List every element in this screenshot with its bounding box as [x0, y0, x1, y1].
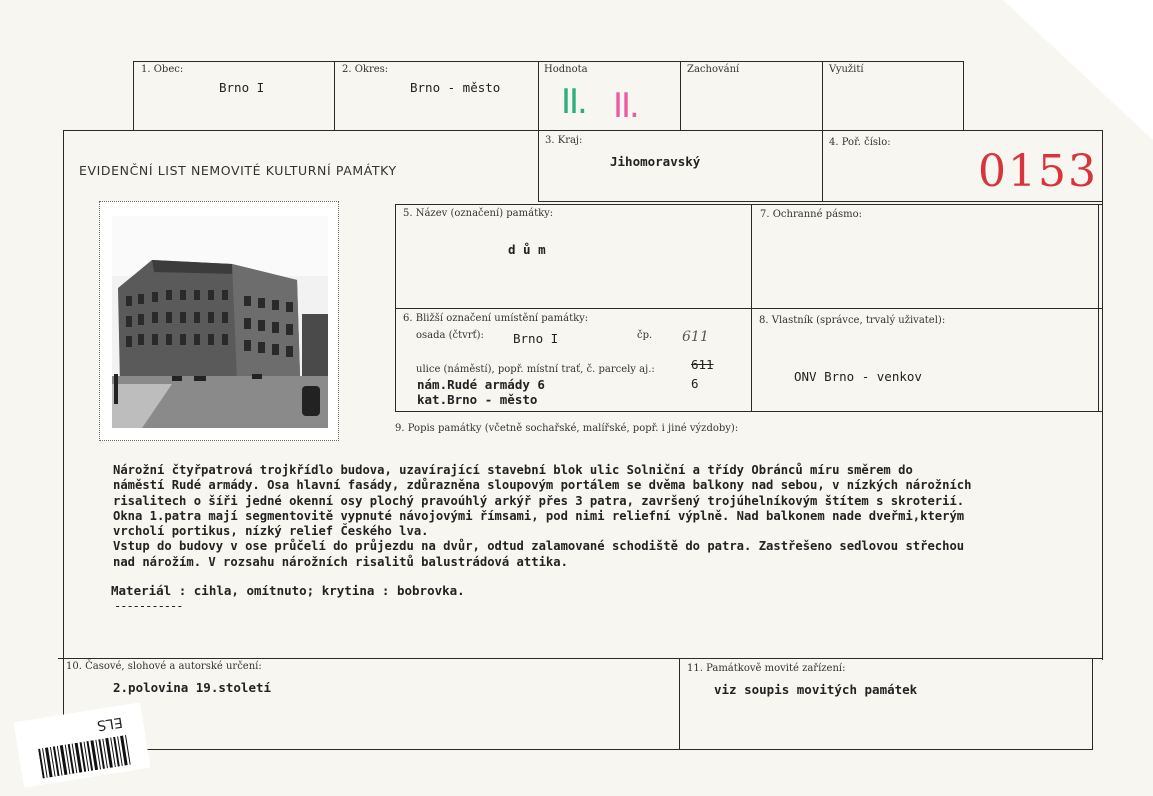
rule — [395, 308, 1102, 309]
popis-line: risalitech o šíři jedné okenní osy plochý pravoúhlý arkýř přes 3 patra, završený trojúhelníkovým štítem s skroterií. — [113, 493, 965, 508]
barcode-icon — [38, 735, 132, 779]
rule — [395, 204, 1102, 205]
popis-line: Vstup do budovy v ose průčelí do průjezdu na dvůr, odtud zalamované schodiště do patra. Zastřešeno sedlovou střechou — [113, 539, 965, 554]
casove-value: 2.polovina 19.století — [113, 680, 272, 695]
material-text: Materiál : cihla, omítnuto; krytina : bobrovka. — [111, 583, 465, 598]
rule — [680, 61, 681, 131]
registry-number: 0153 — [978, 146, 1098, 197]
por-cislo-label: 4. Poř. číslo: — [829, 137, 891, 148]
paper-corner — [1003, 0, 1153, 140]
popis-text — [113, 463, 1073, 570]
hodnota-value-green: II. — [561, 82, 586, 122]
hodnota-value-pink: II. — [613, 86, 638, 126]
okres-label: 2. Okres: — [342, 64, 389, 75]
nazev-label: 5. Název (označení) památky: — [403, 208, 554, 219]
osada-value: Brno I — [513, 331, 559, 346]
umisteni-label: 6. Bližší označení umístění památky: — [403, 313, 589, 324]
ulice-label: ulice (náměstí), popř. místní trať, č. parcely aj.: — [416, 364, 655, 375]
sticker-label: ELS — [95, 713, 124, 734]
ulice-cp-new: 6 — [691, 376, 699, 391]
cp-value: 611 — [682, 329, 709, 345]
rule — [822, 61, 823, 131]
popis-line: nad nárožím. V rozsahu nárožních risalitů balustrádová attika. — [113, 554, 568, 569]
vyuziti-label: Využití — [829, 64, 864, 75]
kat-value: kat.Brno - město — [417, 392, 538, 407]
popis-line: Okna 1.patra mají segmentovitě vypnuté návojovými římsami, pod nimi reliefní výplně. Nad balkonem nade dveřmi,kterým — [113, 508, 965, 523]
zachovani-label: Zachování — [687, 64, 740, 75]
rule — [538, 130, 539, 202]
cp-label: čp. — [637, 330, 653, 341]
rule — [334, 61, 335, 131]
rule — [963, 61, 964, 131]
popis-line: Nárožní čtyřpatrová trojkřídlo budova, uzavírající stavební blok ulic Solniční a třídy Obránců míru směrem do — [113, 463, 913, 477]
kraj-label: 3. Kraj: — [545, 135, 583, 146]
rule — [538, 201, 1103, 202]
rule — [63, 130, 1103, 131]
rule — [133, 61, 134, 131]
popis-line: vrcholí portikus, nízký relief Českého lva. — [113, 524, 429, 539]
ulice-value: nám.Rudé armády 6 — [417, 377, 545, 392]
rule — [538, 61, 539, 131]
popis-label: 9. Popis památky (včetně sochařské, malířské, popř. i jiné výzdoby): — [395, 423, 739, 434]
vlastnik-value: ONV Brno - venkov — [794, 369, 922, 384]
building-image — [112, 216, 328, 428]
obec-value: Brno I — [219, 80, 265, 95]
zarizeni-value: viz soupis movitých památek — [714, 682, 918, 697]
rule — [395, 411, 1102, 412]
page-title: EVIDENČNÍ LIST NEMOVITÉ KULTURNÍ PAMÁTKY — [79, 163, 397, 178]
barcode-sticker — [14, 702, 151, 787]
zarizeni-label: 11. Památkově movité zařízení: — [687, 663, 846, 674]
rule — [133, 61, 964, 62]
rule — [58, 658, 1103, 659]
rule — [679, 658, 680, 750]
material-underline: ----------- — [114, 599, 183, 613]
obec-label: 1. Obec: — [141, 64, 184, 75]
casove-label: 10. Časové, slohové a autorské určení: — [66, 661, 262, 672]
okres-value: Brno - město — [410, 80, 501, 95]
vlastnik-label: 8. Vlastník (správce, trvalý uživatel): — [759, 315, 946, 326]
ulice-cp-old: 611 — [691, 357, 714, 372]
kraj-value: Jihomoravský — [610, 154, 701, 169]
pasmo-label: 7. Ochranné pásmo: — [760, 209, 863, 220]
rule — [822, 130, 823, 202]
hodnota-label: Hodnota — [544, 64, 588, 75]
rule — [63, 130, 64, 750]
building-photo — [99, 201, 339, 441]
rule — [63, 749, 1093, 750]
osada-label: osada (čtvrť): — [416, 330, 484, 341]
rule — [1098, 204, 1099, 412]
rule — [1102, 130, 1103, 660]
popis-line: náměstí Rudé armády. Osa hlavní fasády, zdůrazněna sloupovým portálem se dvěma balkony nad sebou, v nízkých nárožních — [113, 478, 972, 493]
nazev-value: d ů m — [508, 242, 546, 257]
rule — [1092, 658, 1093, 750]
